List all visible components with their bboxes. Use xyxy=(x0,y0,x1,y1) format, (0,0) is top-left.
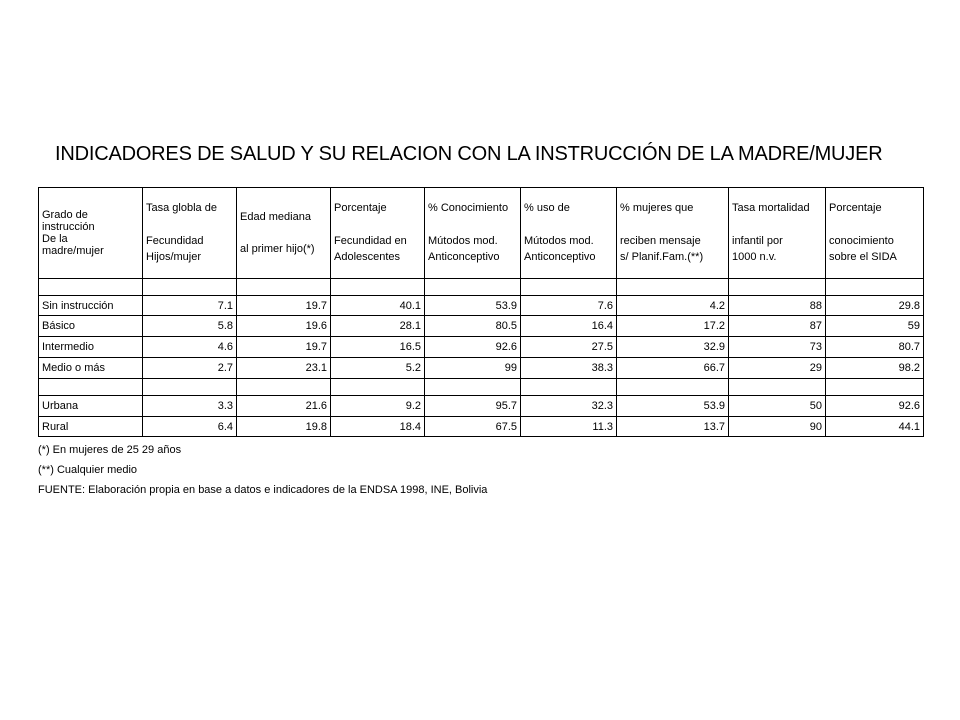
footnote-2: (**) Cualquier medio xyxy=(38,464,138,476)
table-cell: 50 xyxy=(729,396,826,417)
header-text: Porcentaje xyxy=(334,202,387,215)
table-cell: 38.3 xyxy=(521,358,617,379)
table-cell: 87 xyxy=(729,316,826,337)
header-cell-edad xyxy=(237,188,331,279)
table-cell: 66.7 xyxy=(617,358,729,379)
table-cell: 19.8 xyxy=(237,417,331,437)
table-row xyxy=(39,396,924,417)
table-cell: 67.5 xyxy=(425,417,521,437)
header-text: Grado de xyxy=(42,209,88,221)
table-cell: 88 xyxy=(729,296,826,316)
row-label: Urbana xyxy=(39,396,143,417)
header-text: % Conocimiento xyxy=(428,202,509,215)
header-cell-sida xyxy=(826,188,924,279)
table-cell: 95.7 xyxy=(425,396,521,417)
table-row xyxy=(39,358,924,379)
table-cell: 19.7 xyxy=(237,296,331,316)
table-cell: 4.6 xyxy=(143,337,237,358)
header-text: Anticonceptivo xyxy=(524,251,596,264)
header-text: Mútodos mod. xyxy=(524,234,594,247)
header-text: Mútodos mod. xyxy=(428,234,498,247)
table-row xyxy=(39,417,924,437)
table-cell: 13.7 xyxy=(617,417,729,437)
header-text: Tasa mortalidad xyxy=(732,202,810,215)
table-cell: 3.3 xyxy=(143,396,237,417)
table-cell: 6.4 xyxy=(143,417,237,437)
indicators-table xyxy=(38,187,924,437)
row-label: Medio o más xyxy=(39,358,143,379)
header-cell-mortalidad xyxy=(729,188,826,279)
row-label: Intermedio xyxy=(39,337,143,358)
table-row xyxy=(39,296,924,316)
table-cell: 29.8 xyxy=(826,296,924,316)
table-cell: 59 xyxy=(826,316,924,337)
table-cell: 19.6 xyxy=(237,316,331,337)
table-cell: 23.1 xyxy=(237,358,331,379)
header-text: instrucción xyxy=(42,221,95,233)
table-cell: 44.1 xyxy=(826,417,924,437)
table-row xyxy=(39,316,924,337)
header-text: Hijos/mujer xyxy=(146,251,202,264)
table-cell: 17.2 xyxy=(617,316,729,337)
header-text: infantil por xyxy=(732,234,783,247)
table-cell: 28.1 xyxy=(331,316,425,337)
header-text: Adolescentes xyxy=(334,251,401,264)
source-note: FUENTE: Elaboración propia en base a datos e indicadores de la ENDSA 1998, INE, Bolivia xyxy=(38,484,488,496)
table-cell: 16.5 xyxy=(331,337,425,358)
table-cell: 32.9 xyxy=(617,337,729,358)
table-cell: 5.8 xyxy=(143,316,237,337)
table-cell: 9.2 xyxy=(331,396,425,417)
header-text: sobre el SIDA xyxy=(829,251,897,264)
header-cell-conocimiento xyxy=(425,188,521,279)
table-cell: 32.3 xyxy=(521,396,617,417)
table-cell: 7.6 xyxy=(521,296,617,316)
table-cell: 80.5 xyxy=(425,316,521,337)
row-label: Rural xyxy=(39,417,143,437)
footnote-1: (*) En mujeres de 25 29 años xyxy=(38,444,182,456)
header-text: De la xyxy=(42,233,68,245)
header-text: conocimiento xyxy=(829,234,894,247)
row-label: Básico xyxy=(39,316,143,337)
header-cell-adolescentes xyxy=(331,188,425,279)
table-cell: 73 xyxy=(729,337,826,358)
header-text: madre/mujer xyxy=(42,245,104,257)
header-text: Edad mediana xyxy=(240,210,311,223)
table-cell: 11.3 xyxy=(521,417,617,437)
table-cell: 53.9 xyxy=(425,296,521,316)
header-text: Porcentaje xyxy=(829,202,882,215)
header-text: % mujeres que xyxy=(620,202,694,215)
table-cell: 27.5 xyxy=(521,337,617,358)
header-text: reciben mensaje xyxy=(620,234,701,247)
table-cell: 2.7 xyxy=(143,358,237,379)
header-text: Fecundidad en xyxy=(334,234,407,247)
header-row xyxy=(39,188,924,279)
table-cell: 19.7 xyxy=(237,337,331,358)
header-text: Tasa globla de xyxy=(146,202,217,215)
table-cell: 4.2 xyxy=(617,296,729,316)
header-cell-mensaje xyxy=(617,188,729,279)
header-text: s/ Planif.Fam.(**) xyxy=(620,251,704,264)
table-cell: 21.6 xyxy=(237,396,331,417)
header-text: 1000 n.v. xyxy=(732,251,777,264)
row-label: Sin instrucción xyxy=(39,296,143,316)
table-cell: 80.7 xyxy=(826,337,924,358)
header-text: % uso de xyxy=(524,202,570,215)
spacer-row xyxy=(39,279,924,296)
table-cell: 92.6 xyxy=(425,337,521,358)
header-text: Fecundidad xyxy=(146,234,204,247)
table-cell: 92.6 xyxy=(826,396,924,417)
table-cell: 18.4 xyxy=(331,417,425,437)
spacer-row xyxy=(39,379,924,396)
table-cell: 29 xyxy=(729,358,826,379)
header-cell-fecundidad xyxy=(143,188,237,279)
header-cell-uso xyxy=(521,188,617,279)
header-text: al primer hijo(*) xyxy=(240,243,315,255)
table-cell: 5.2 xyxy=(331,358,425,379)
table-cell: 90 xyxy=(729,417,826,437)
table-cell: 98.2 xyxy=(826,358,924,379)
table-cell: 99 xyxy=(425,358,521,379)
table-cell: 53.9 xyxy=(617,396,729,417)
header-text: Anticonceptivo xyxy=(428,251,500,264)
page-title: INDICADORES DE SALUD Y SU RELACION CON LA INSTRUCCIÓN DE LA MADRE/MUJER xyxy=(55,143,883,165)
table-cell: 40.1 xyxy=(331,296,425,316)
table-row xyxy=(39,337,924,358)
table-cell: 16.4 xyxy=(521,316,617,337)
table-cell: 7.1 xyxy=(143,296,237,316)
footnotes xyxy=(38,440,487,500)
header-cell-grado xyxy=(39,188,143,279)
